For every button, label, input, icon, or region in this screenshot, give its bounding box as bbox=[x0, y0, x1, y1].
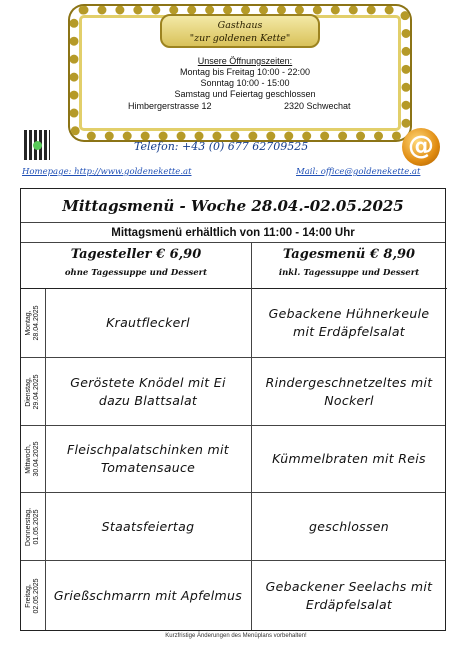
tagesteller-dish: Fleischpalatschinken mit Tomatensauce bbox=[66, 442, 230, 475]
tagesmenue-dish: geschlossen bbox=[309, 518, 389, 534]
footer-note: Kurzfristige Änderungen des Menüplans vorbehalten! bbox=[165, 633, 307, 639]
day-label bbox=[21, 493, 45, 560]
mail-link[interactable]: Mail: office@goldenekette.at bbox=[296, 167, 421, 177]
day-name: Montag, bbox=[25, 310, 32, 336]
day-name: Dienstag, bbox=[25, 376, 32, 407]
opening-hours-heading: Unsere Öffnungszeiten: bbox=[197, 56, 293, 66]
day-row-monday bbox=[21, 289, 445, 358]
restaurant-name-line1: Gasthaus bbox=[217, 20, 263, 31]
opening-hours-line: Sonntag 10:00 - 15:00 bbox=[200, 78, 290, 88]
tagesmenue-sub: inkl. Tagessuppe und Dessert bbox=[278, 268, 420, 278]
day-name: Freitag, bbox=[25, 583, 32, 608]
tagesmenue-dish: Gebackener Seelachs mit Erdäpfelsalat bbox=[265, 578, 433, 612]
telephone: Telefon: +43 (0) 677 62709525 bbox=[134, 140, 309, 153]
at-email-icon[interactable]: @ bbox=[402, 128, 440, 166]
day-date: 02.05.2025 bbox=[33, 577, 40, 614]
day-label bbox=[21, 561, 45, 630]
day-label bbox=[21, 358, 45, 425]
menu-table bbox=[20, 188, 446, 631]
qr-code-icon[interactable] bbox=[24, 130, 50, 160]
menu-title-row bbox=[21, 189, 445, 223]
tagesteller-dish: Staatsfeiertag bbox=[101, 518, 195, 534]
day-row-wednesday bbox=[21, 426, 445, 493]
menu-title: Mittagsmenü - Woche 28.04.-02.05.2025 bbox=[62, 197, 404, 215]
tagesteller-dish: Grießschmarrn mit Apfelmus bbox=[53, 587, 243, 603]
day-label bbox=[21, 289, 45, 357]
tagesteller-dish: Geröstete Knödel mit Ei dazu Blattsalat bbox=[70, 374, 226, 408]
menu-availability: Mittagsmenü erhältlich von 11:00 - 14:00 Uhr bbox=[21, 223, 445, 243]
tagesmenue-dish: Gebackene Hühnerkeule mit Erdäpfelsalat bbox=[268, 306, 430, 339]
day-name: Donnerstag, bbox=[25, 507, 32, 546]
tagesmenue-heading: Tagesmenü € 8,90 bbox=[282, 247, 416, 262]
qr-logo-icon bbox=[33, 141, 42, 150]
tagesmenue-dish: Rindergeschnetzeltes mit Nockerl bbox=[265, 374, 433, 408]
opening-hours-line: Montag bis Freitag 10:00 - 22:00 bbox=[179, 67, 311, 77]
restaurant-name-line2: "zur goldenen Kette" bbox=[189, 33, 291, 44]
column-head-tagesteller bbox=[21, 243, 251, 289]
tagesmenue-dish: Kümmelbraten mit Reis bbox=[272, 451, 426, 466]
day-label bbox=[21, 426, 45, 492]
column-head-tagesmenue bbox=[251, 243, 447, 289]
tagesteller-dish: Krautfleckerl bbox=[106, 315, 190, 330]
opening-hours-line: Samstag und Feiertag geschlossen bbox=[174, 89, 316, 99]
day-row-thursday bbox=[21, 493, 445, 561]
day-row-friday bbox=[21, 561, 445, 630]
opening-hours bbox=[150, 56, 340, 100]
day-date: 30.04.2025 bbox=[33, 441, 40, 477]
address-city: 2320 Schwechat bbox=[284, 101, 351, 111]
day-name: Mittwoch, bbox=[25, 444, 32, 474]
address-street: Himbergerstrasse 12 bbox=[128, 101, 212, 111]
day-date: 29.04.2025 bbox=[33, 373, 40, 410]
restaurant-name-plaque bbox=[160, 14, 320, 48]
day-row-tuesday bbox=[21, 358, 445, 426]
homepage-link[interactable]: Homepage: http://www.goldenekette.at bbox=[22, 167, 192, 177]
day-date: 01.05.2025 bbox=[33, 508, 40, 545]
day-date: 28.04.2025 bbox=[33, 305, 40, 341]
tagesteller-sub: ohne Tagessuppe und Dessert bbox=[64, 268, 208, 278]
tagesteller-heading: Tagesteller € 6,90 bbox=[70, 247, 202, 262]
